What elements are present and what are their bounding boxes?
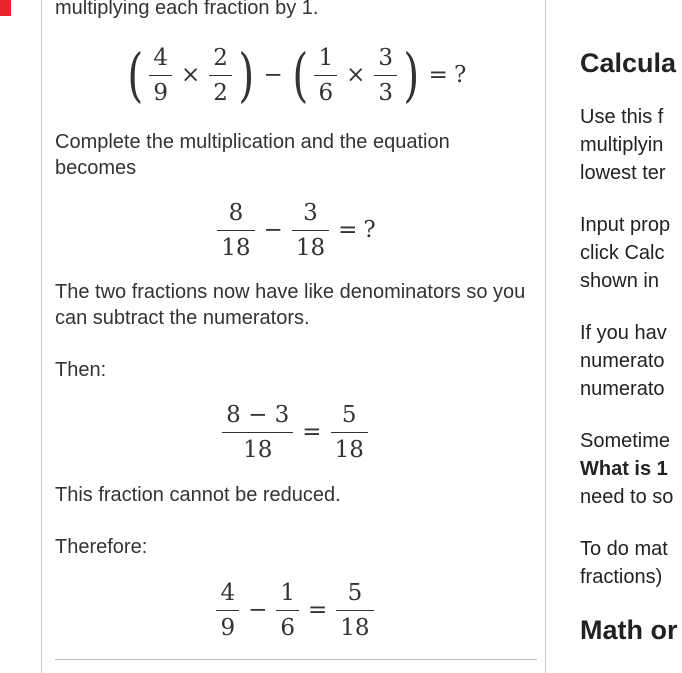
fraction-3-18: $\frac{3}{18}$	[292, 199, 329, 262]
minus-operator: −	[248, 597, 268, 623]
calculator-info-panel	[580, 0, 682, 673]
right-paragraph-1: Use this f multiplyin lowest ter	[580, 106, 666, 184]
fraction-8-minus-3-over-18: $\frac{8 - 3}{18}$	[222, 401, 293, 464]
solution-panel	[42, 0, 545, 673]
equation-step-1	[55, 40, 535, 110]
minus-operator: −	[263, 217, 283, 243]
paragraph-cannot-reduce: This fraction cannot be reduced.	[55, 484, 341, 506]
right-paragraph-4: Sometime What is 1 need to so	[580, 430, 674, 508]
right-paragraph-2: Input prop click Calc shown in	[580, 214, 671, 292]
paren-close: )	[403, 41, 420, 109]
then-label: Then:	[55, 359, 107, 381]
equation-step-3	[55, 398, 535, 466]
therefore-label: Therefore:	[55, 536, 148, 558]
paren-open: (	[292, 41, 309, 109]
paragraph-like-denominators: The two fractions now have like denominators so you can subtract the numerators.	[55, 281, 526, 329]
equals-sign: =	[428, 62, 448, 88]
equation-step-2	[55, 196, 535, 264]
fraction-4-9: $\frac{4}{9}$	[216, 579, 239, 642]
fraction-8-18: $\frac{8}{18}$	[217, 199, 254, 262]
section-divider	[55, 659, 537, 660]
math-heading: Math or	[580, 615, 678, 645]
times-operator: ×	[180, 62, 201, 88]
paren-close: )	[238, 41, 255, 109]
fraction-2-2: $\frac{2}{2}$	[209, 44, 232, 107]
red-marker	[0, 0, 11, 16]
right-paragraph-3: If you hav numerato numerato	[580, 322, 667, 400]
fraction-5-18: $\frac{5}{18}$	[336, 579, 373, 642]
unknown-result: ?	[363, 217, 376, 243]
fraction-4-9: $\frac{4}{9}$	[149, 44, 172, 107]
equals-sign: =	[308, 597, 328, 623]
fraction-5-18: $\frac{5}{18}$	[331, 401, 368, 464]
equals-sign: =	[338, 217, 358, 243]
paren-open: (	[127, 41, 143, 109]
paragraph-complete-multiplication: Complete the multiplication and the equation becomes	[55, 131, 450, 179]
equals-sign: =	[302, 419, 322, 445]
panel-right-border	[545, 0, 546, 673]
minus-operator: −	[263, 62, 283, 88]
fraction-1-6: $\frac{1}{6}$	[276, 579, 299, 642]
fraction-3-3: $\frac{3}{3}$	[374, 44, 397, 107]
fraction-1-6: $\frac{1}{6}$	[314, 44, 337, 107]
right-paragraph-5: To do mat fractions)	[580, 538, 668, 588]
unknown-result: ?	[453, 62, 467, 88]
times-operator: ×	[346, 62, 366, 88]
intro-tail-text: multiplying each fraction by 1.	[55, 0, 319, 19]
equation-final	[55, 576, 535, 644]
calculator-heading: Calcula	[580, 48, 677, 78]
